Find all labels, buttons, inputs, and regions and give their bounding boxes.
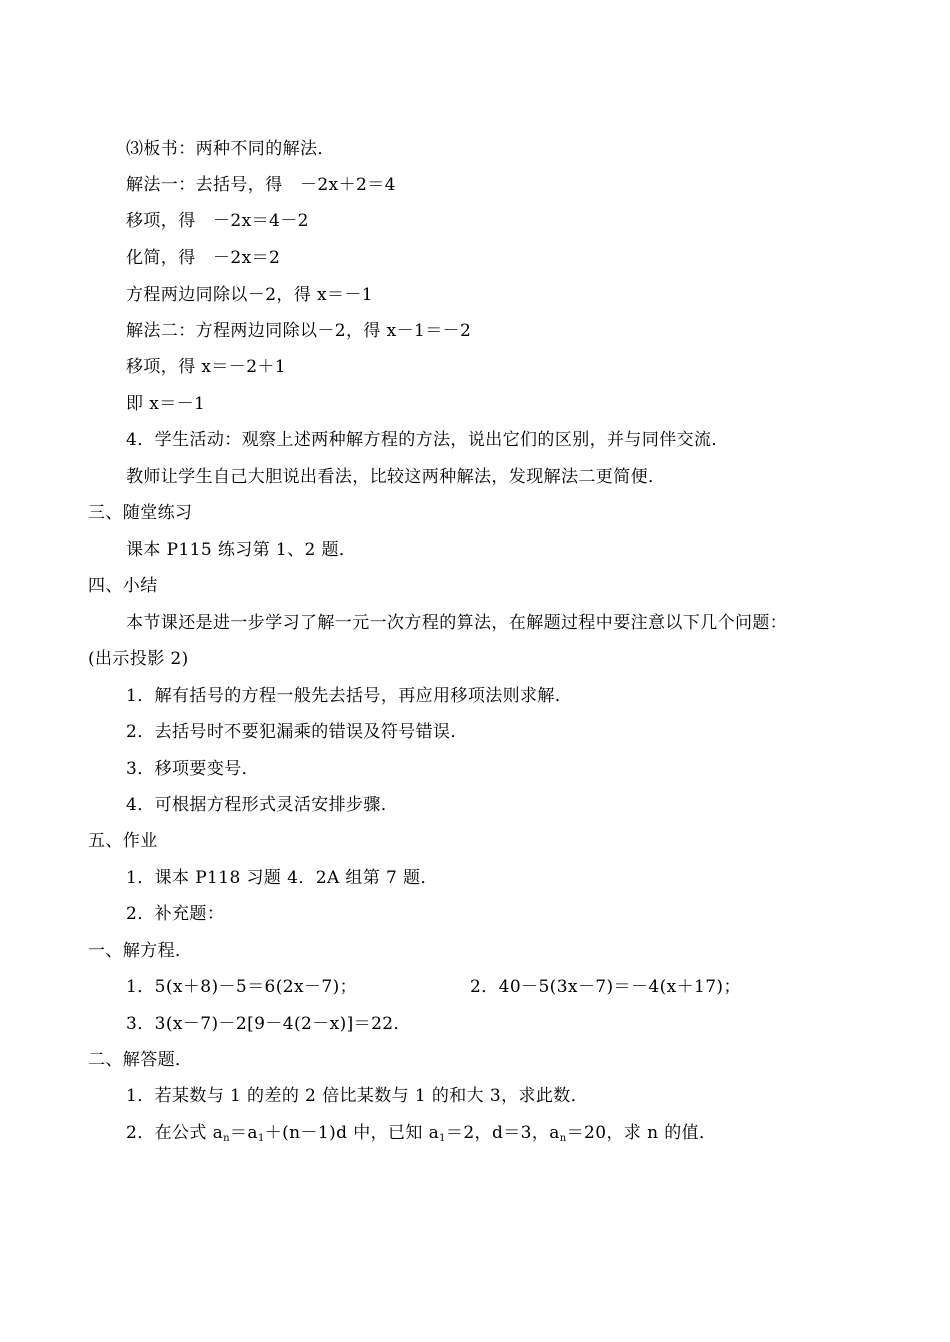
equation-2: 2．40－5(3x－7)＝－4(x＋17)； [470,977,741,997]
word-problem-2 [126,1122,716,1144]
section-summary-heading: 四、小结 [88,576,158,596]
summary-intro: 本节课还是进一步学习了解一元一次方程的算法，在解题过程中要注意以下几个问题： [126,613,788,633]
method-two-step-2: 移项，得 x＝－2＋1 [126,357,287,377]
formula-text: ＝2，d＝3，a [445,1123,560,1143]
teacher-note: 教师让学生自己大胆说出看法，比较这两种解法，发现解法二更简便． [126,467,666,487]
formula-text: ＋(n－1)d 中，已知 a [264,1123,440,1143]
board-writing-heading: ⑶板书：两种不同的解法． [126,139,335,159]
word-problem-1: 1．若某数与 1 的差的 2 倍比某数与 1 的和大 3，求此数． [126,1086,589,1106]
subscript: n [223,1133,230,1144]
homework-item-2: 2．补充题： [126,904,225,924]
method-one-step-2: 移项，得 －2x＝4－2 [126,211,309,231]
solve-equations-heading: 一、解方程． [88,941,193,961]
word-problems-heading: 二、解答题． [88,1050,193,1070]
summary-intro-continued: (出示投影 2) [88,649,189,669]
method-one-step-4: 方程两边同除以－2，得 x＝－1 [126,285,374,305]
summary-point-3: 3．移项要变号． [126,759,260,779]
section-homework-heading: 五、作业 [88,831,158,851]
equation-3: 3．3(x－7)－2[9－4(2－x)]＝22． [126,1014,411,1034]
summary-point-1: 1．解有括号的方程一般先去括号，再应用移项法则求解． [126,686,573,706]
method-one-step-1: 解法一：去括号，得 －2x＋2＝4 [126,175,396,195]
subscript: n [559,1133,567,1144]
equation-1: 1．5(x＋8)－5＝6(2x－7)； [126,977,358,997]
section-practice-heading: 三、随堂练习 [88,503,193,523]
student-activity: 4．学生活动：观察上述两种解方程的方法，说出它们的区别，并与同伴交流． [126,430,729,450]
method-two-step-1: 解法二：方程两边同除以－2，得 x－1＝－2 [126,321,472,341]
method-one-step-3: 化简，得 －2x＝2 [126,248,281,268]
practice-item: 课本 P115 练习第 1、2 题． [126,540,357,560]
formula-text: ＝20，求 n 的值． [566,1123,717,1143]
formula-text: ＝a [230,1123,258,1143]
summary-point-2: 2．去括号时不要犯漏乘的错误及符号错误． [126,722,468,742]
method-two-step-3: 即 x＝－1 [126,394,206,414]
subscript: 1 [257,1133,265,1144]
summary-point-4: 4．可根据方程形式灵活安排步骤． [126,795,399,815]
homework-item-1: 1．课本 P118 习题 4．2A 组第 7 题． [126,868,438,888]
subscript: 1 [439,1133,446,1144]
formula-text: 2．在公式 a [126,1123,224,1143]
